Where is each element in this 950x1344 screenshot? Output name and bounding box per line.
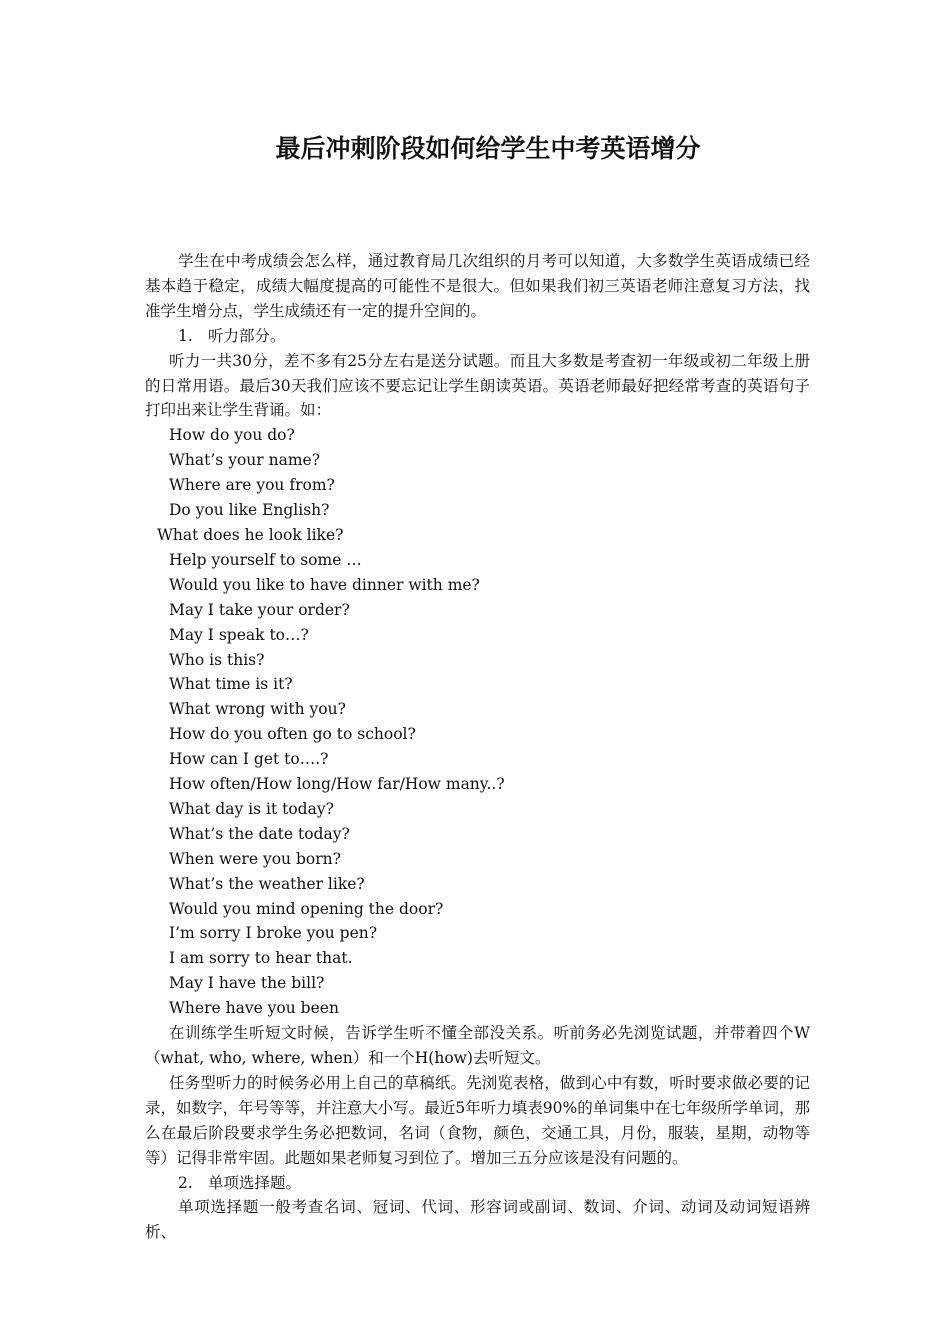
sentence-item: How do you do? bbox=[169, 426, 295, 445]
sentence-item: When were you born? bbox=[169, 849, 341, 868]
sentence-item: Where have you been bbox=[169, 999, 339, 1018]
sentence-item: May I speak to…? bbox=[169, 625, 309, 644]
section-heading-text: 单项选择题。 bbox=[208, 1173, 302, 1192]
sentence-item: What day is it today? bbox=[169, 799, 334, 818]
sentence-item: I’m sorry I broke you pen? bbox=[169, 924, 378, 943]
task-listening-paragraph: 任务型听力的时候务必用上自己的草稿纸。先浏览表格，做到心中有数，听时要求做必要的记录，如数字，年号等等，并注意大小写。最近5年听力填表90%的单词集中在七年级所学单词，那么在最后阶段要求学生务必把数词，名词（食物，颜色，交通工具，月份，服装，星期，动物等等）记得非常牢固。此题如果老师复习到位了。增加三五分应该是没有问题的。 bbox=[145, 1073, 810, 1167]
multiple-choice-paragraph: 单项选择题一般考查名词、冠词、代词、形容词或副词、数词、介词、动词及动词短语辨析、 bbox=[145, 1198, 810, 1242]
listening-tip-paragraph: 在训练学生听短文时候，告诉学生听不懂全部没关系。听前务必先浏览试题，并带着四个W（what, who, where, when）和一个H(how)去听短文。 bbox=[145, 1024, 810, 1067]
section-number: 2. bbox=[178, 1173, 193, 1192]
section-heading-text: 听力部分。 bbox=[208, 326, 286, 345]
sentence-item: What wrong with you? bbox=[169, 700, 346, 719]
sentence-item: Do you like English? bbox=[169, 501, 330, 520]
sentence-item: Would you mind opening the door? bbox=[169, 899, 444, 918]
sentence-item: Where are you from? bbox=[169, 476, 335, 495]
listening-paragraph: 听力一共30分，差不多有25分左右是送分试题。而且大多数是考查初一年级或初二年级上册的日常用语。最后30天我们应该不要忘记让学生朗读英语。英语老师最好把经常考查的英语句子打印出来让学生背诵。如： bbox=[145, 351, 810, 420]
sentence-item: Who is this? bbox=[169, 650, 265, 669]
intro-paragraph: 学生在中考成绩会怎么样，通过教育局几次组织的月考可以知道，大多数学生英语成绩已经基本趋于稳定，成绩大幅度提高的可能性不是很大。但如果我们初三英语老师注意复习方法，找准学生增分点，学生成绩还有一定的提升空间的。 bbox=[145, 252, 810, 320]
sentence-item: How do you often go to school? bbox=[169, 725, 416, 744]
sentence-list bbox=[145, 423, 810, 1021]
document-title: 最后冲刺阶段如何给学生中考英语增分 bbox=[275, 134, 701, 163]
sentence-item: What’s the date today? bbox=[169, 824, 350, 843]
sentence-item: May I take your order? bbox=[169, 600, 350, 619]
sentence-item: How can I get to….? bbox=[169, 750, 329, 769]
sentence-item: What’s your name? bbox=[169, 451, 321, 470]
sentence-item: How often/How long/How far/How many..? bbox=[169, 775, 505, 794]
sentence-item: I am sorry to hear that. bbox=[169, 949, 353, 968]
sentence-item: Help yourself to some … bbox=[169, 550, 362, 569]
sentence-item: What time is it? bbox=[169, 675, 293, 694]
sentence-item: What does he look like? bbox=[157, 525, 344, 544]
sentence-item: May I have the bill? bbox=[169, 974, 325, 993]
section-heading-listening bbox=[145, 324, 810, 349]
section-number: 1. bbox=[178, 326, 193, 345]
section-heading-multiple-choice bbox=[145, 1171, 810, 1196]
sentence-item: Would you like to have dinner with me? bbox=[169, 575, 480, 594]
document-body bbox=[145, 249, 810, 1245]
sentence-item: What’s the weather like? bbox=[169, 874, 365, 893]
